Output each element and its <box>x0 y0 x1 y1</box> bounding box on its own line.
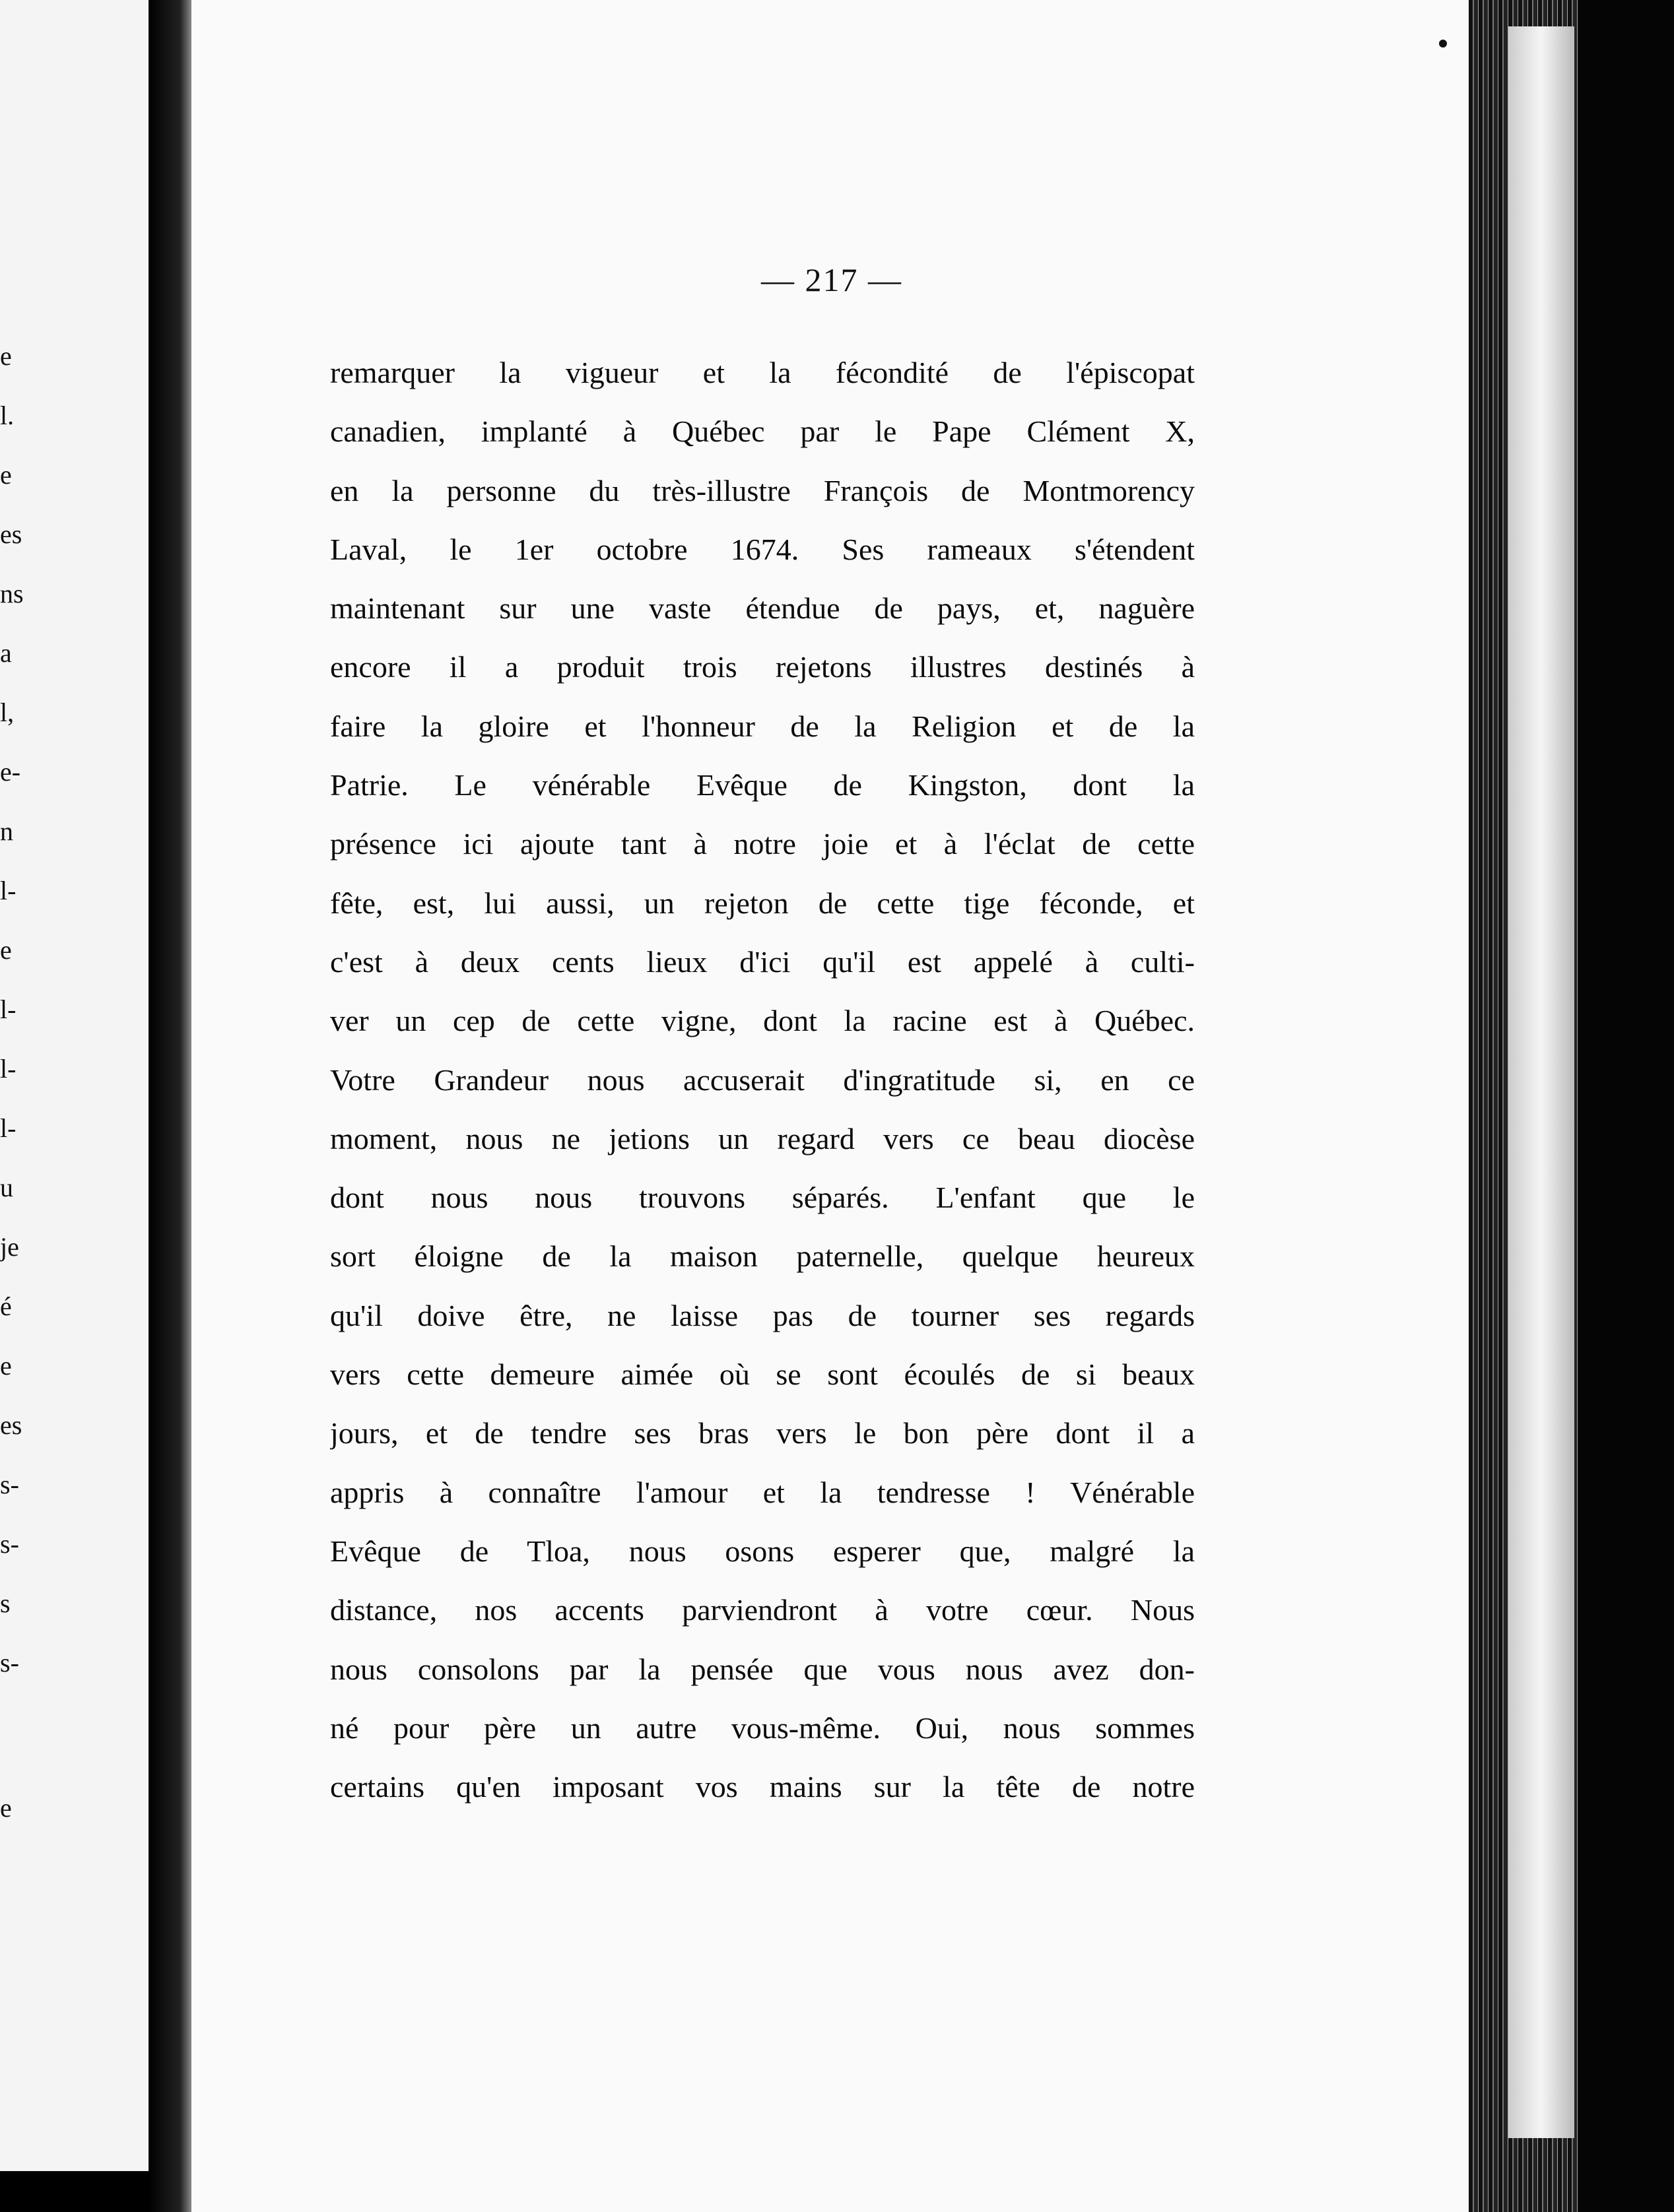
left-page-fragment: ns <box>0 579 24 608</box>
left-page-fragment: l- <box>0 1113 17 1143</box>
left-page-fragment: a <box>0 638 12 668</box>
left-page-fragment: es <box>0 519 22 549</box>
text-line: c'est à deux cents lieux d'ici qu'il est appelé à culti- <box>330 944 1195 979</box>
text-line: ver un cep de cette vigne, dont la racine est à Québec. <box>330 1004 1195 1038</box>
text-line: fête, est, lui aussi, un rejeton de cette tige féconde, et <box>330 886 1195 920</box>
text-line: qu'il doive être, ne laisse pas de tourner ses regards <box>330 1298 1195 1332</box>
left-page-fragment: u <box>0 1173 13 1202</box>
page-stack-edge <box>1469 0 1674 2212</box>
text-line: vers cette demeure aimée où se sont écoulés de si beaux <box>330 1357 1195 1392</box>
left-page-fragment: l, <box>0 698 15 727</box>
left-page-fragment: s- <box>0 1470 19 1499</box>
left-page-fragment: e <box>0 935 12 965</box>
text-line: certains qu'en imposant vos mains sur la tête de notre <box>330 1770 1195 1804</box>
left-page-fragment: e <box>0 1793 12 1823</box>
text-line: présence ici ajoute tant à notre joie et à l'éclat de cette <box>330 827 1195 861</box>
page-number: — 217 — <box>761 261 902 298</box>
text-line: moment, nous ne jetions un regard vers ce beau diocèse <box>330 1121 1195 1155</box>
left-page-fragment: e <box>0 341 12 371</box>
left-page-fragment: s- <box>0 1648 19 1677</box>
left-page-fragment: e <box>0 460 12 490</box>
text-line: nous consolons par la pensée que vous nous avez don- <box>330 1652 1195 1686</box>
page-stack-highlight <box>1508 26 1574 2138</box>
text-line: jours, et de tendre ses bras vers le bon père dont il a <box>330 1416 1195 1450</box>
text-line: maintenant sur une vaste étendue de pays, et, naguère <box>330 591 1195 626</box>
left-page-fragment: l- <box>0 994 17 1024</box>
text-line: sort éloigne de la maison paternelle, quelque heureux <box>330 1239 1195 1274</box>
text-line: dont nous nous trouvons séparés. L'enfant que le <box>330 1181 1195 1215</box>
text-line: Evêque de Tloa, nous osons esperer que, malgré la <box>330 1534 1195 1568</box>
ink-speck <box>1439 40 1447 48</box>
previous-page-edge <box>0 0 152 2171</box>
left-page-fragment: e <box>0 1351 12 1381</box>
background-edge <box>1578 0 1674 2212</box>
text-line: en la personne du très-illustre François de Montmorency <box>330 473 1195 507</box>
left-page-fragment: l. <box>0 401 15 430</box>
left-page-fragment: s- <box>0 1529 19 1559</box>
left-page-fragment: je <box>0 1232 19 1262</box>
text-line: Votre Grandeur nous accuserait d'ingratitude si, en ce <box>330 1062 1195 1097</box>
text-line: Patrie. Le vénérable Evêque de Kingston, dont la <box>330 768 1195 802</box>
left-page-fragment: es <box>0 1410 22 1440</box>
left-page-fragment: n <box>0 816 13 846</box>
left-page-fragment: e- <box>0 757 21 787</box>
left-page-fragment: é <box>0 1291 12 1321</box>
left-page-fragment: l- <box>0 1054 17 1084</box>
text-line: encore il a produit trois rejetons illustres destinés à <box>330 650 1195 684</box>
left-page-fragment: s <box>0 1588 11 1618</box>
text-line: remarquer la vigueur et la fécondité de l'épiscopat <box>330 356 1195 389</box>
text-line: Laval, le 1er octobre 1674. Ses rameaux s'étendent <box>330 532 1195 566</box>
left-page-fragment: l- <box>0 876 17 905</box>
text-line: canadien, implanté à Québec par le Pape Clément X, <box>330 414 1195 449</box>
text-line: appris à connaître l'amour et la tendresse ! Vénérable <box>330 1475 1195 1509</box>
text-line: distance, nos accents parviendront à votre cœur. Nous <box>330 1593 1195 1627</box>
text-line: faire la gloire et l'honneur de la Religion et de la <box>330 709 1195 743</box>
text-line: né pour père un autre vous-même. Oui, nous sommes <box>330 1710 1195 1745</box>
page-text <box>330 343 1195 1816</box>
